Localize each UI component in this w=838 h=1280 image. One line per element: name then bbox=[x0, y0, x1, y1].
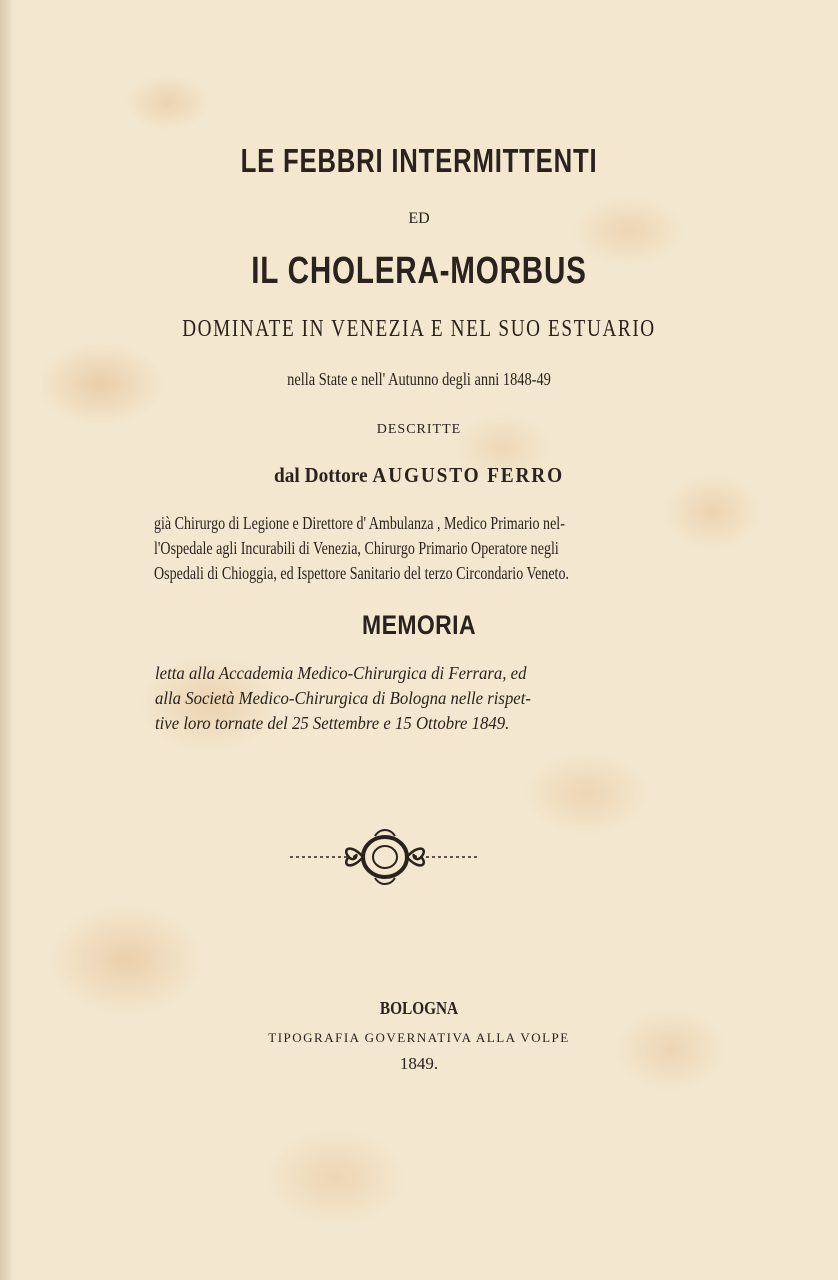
title-line-2: IL CHOLERA-MORBUS bbox=[251, 250, 587, 292]
credentials-line: l'Ospedale agli Incurabili di Venezia, Chirurgo Primario Operatore negli bbox=[154, 538, 559, 558]
author-prefix: dal Dottore bbox=[274, 463, 368, 487]
scroll-ornament-icon bbox=[290, 826, 480, 888]
imprint-printer: TIPOGRAFIA GOVERNATIVA ALLA VOLPE bbox=[268, 1030, 570, 1045]
title-period: nella State e nell' Autunno degli anni 1848-49 bbox=[287, 369, 551, 389]
credentials-line: Ospedali di Chioggia, ed Ispettore Sanitario del terzo Circondario Veneto. bbox=[154, 563, 569, 583]
imprint-city: BOLOGNA bbox=[379, 998, 459, 1018]
memoria-description bbox=[155, 661, 645, 736]
author-credentials bbox=[154, 511, 624, 586]
memoria-line: tive loro tornate del 25 Settembre e 15 Ottobre 1849. bbox=[155, 713, 510, 733]
credentials-line: già Chirurgo di Legione e Direttore d' Ambulanza , Medico Primario nel- bbox=[154, 513, 565, 533]
title-line-1: LE FEBBRI INTERMITTENTI bbox=[240, 142, 598, 179]
author-line bbox=[34, 463, 805, 488]
memoria-line: letta alla Accademia Medico-Chirurgica di Ferrara, ed bbox=[155, 663, 527, 683]
title-conjunction: ED bbox=[408, 210, 430, 227]
author-name: AUGUSTO FERRO bbox=[372, 463, 564, 487]
memoria-line: alla Società Medico-Chirurgica di Bologna nelle rispet- bbox=[155, 688, 531, 708]
memoria-heading: MEMORIA bbox=[362, 610, 476, 640]
imprint-year: 1849. bbox=[399, 1054, 439, 1073]
title-descritte: DESCRITTE bbox=[376, 422, 462, 437]
title-subtitle: DOMINATE IN VENEZIA E NEL SUO ESTUARIO bbox=[182, 316, 656, 342]
